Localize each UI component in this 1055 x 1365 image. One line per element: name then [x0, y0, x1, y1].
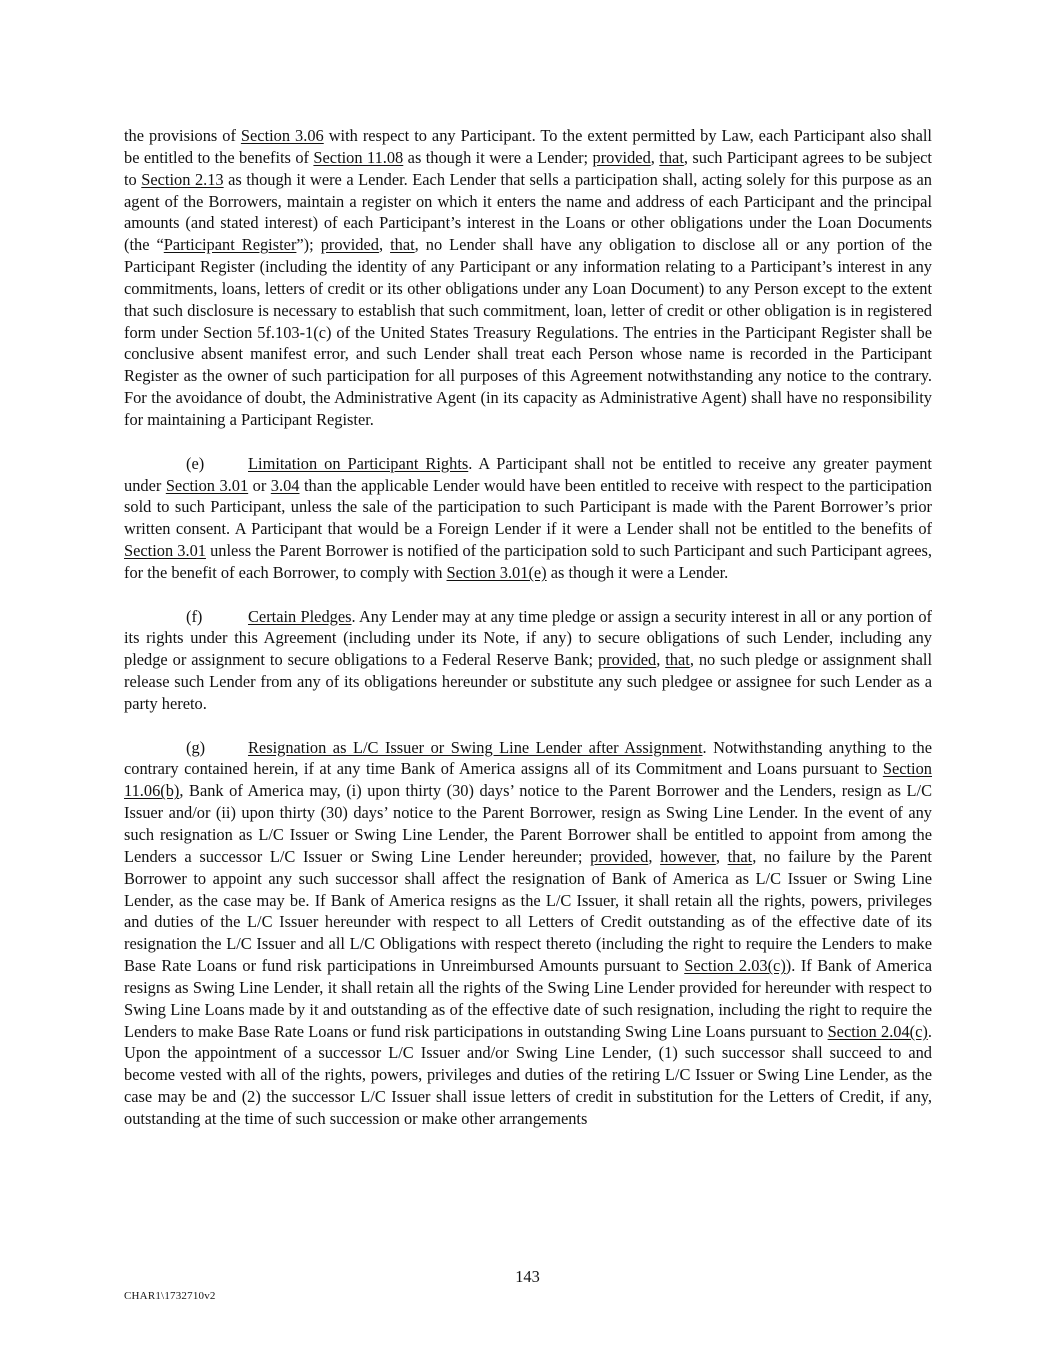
clause-heading: Resignation as L/C Issuer or Swing Line Lender after Assignment	[248, 737, 703, 757]
document-body	[124, 125, 932, 1130]
clause-heading: Limitation on Participant Rights	[248, 453, 469, 473]
section-ref: Section 3.01(e)	[446, 562, 547, 582]
paragraph-participant-register: the provisions of Section 3.06 with respect to any Participant. To the extent permitted by Law, each Participant also shall be entitled to the benefits of Section 11.08 as though it were a Lender; provided, that, such Participant agrees to be subject to Section 2.13 as though it were a Lender. Each Lender that sells a participation shall, acting solely for this purpose as an agent of the Borrowers, maintain a register on which it enters the name and address of each Participant and the principal amounts (and stated interest) of each Participant’s interest in the Loans or other obligations under the Loan Documents (the “Participant Register”); provided, that, no Lender shall have any obligation to disclose all or any portion of the Participant Register (including the identity of any Participant or any information relating to a Participant’s interest in any commitments, loans, letters of credit or its other obligations under any Loan Document) to any Person except to the extent that such disclosure is necessary to establish that such commitment, loan, letter of credit or other obligation is in registered form under Section 5f.103-1(c) of the United States Treasury Regulations. The entries in the Participant Register shall be conclusive absent manifest error, and such Lender shall treat each Person whose name is recorded in the Participant Register as the owner of such participation for all purposes of this Agreement notwithstanding any notice to the contrary. For the avoidance of doubt, the Administrative Agent (in its capacity as Administrative Agent) shall have no responsibility for maintaining a Participant Register.	[124, 126, 932, 429]
section-ref: Section 11.08	[313, 147, 404, 167]
section-ref: Section 3.01	[124, 541, 206, 561]
section-ref: Section 2.04(c)	[827, 1021, 928, 1041]
clause-label: (e)	[186, 453, 205, 473]
page-number: 143	[515, 1267, 540, 1286]
document-id: CHAR1\1732710v2	[124, 1290, 216, 1302]
section-ref: Section 11.06(b)	[124, 759, 932, 801]
paragraph-e: (e) Limitation on Participant Rights. A Participant shall not be entitled to receive any greater payment under Section 3.01 or 3.04 than the applicable Lender would have been entitled to receive with respect to the participation sold to such Participant, unless the sale of the participation to such Participant is made with the Parent Borrower’s prior written consent. A Participant that would be a Foreign Lender if it were a Lender shall not be entitled to the benefits of Section 3.01 unless the Parent Borrower is notified of the participation sold to such Participant and such Participant agrees, for the benefit of each Borrower, to comply with Section 3.01(e) as though it were a Lender.	[124, 453, 933, 582]
clause-heading: Certain Pledges	[248, 606, 352, 626]
section-ref: Section 3.01	[165, 475, 249, 495]
clause-label: (f)	[186, 606, 203, 626]
section-ref: Section 2.03(c)	[684, 956, 786, 976]
section-ref: 3.04	[270, 475, 300, 495]
section-ref: Section 3.06	[240, 126, 324, 145]
paragraph-f: (f) Certain Pledges. Any Lender may at any time pledge or assign a security interest in all or any portion of its rights under this Agreement (including under its Note, if any) to secure obligations of such Lender, including any pledge or assignment to secure obligations to a Federal Reserve Bank; provided, that, no such pledge or assignment shall release such Lender from any of its obligations hereunder or substitute any such pledgee or assignee for such Lender as a party hereto.	[124, 606, 932, 713]
section-ref: Section 2.13	[141, 169, 224, 189]
defined-term: Participant Register	[163, 235, 297, 255]
paragraph-g: (g) Resignation as L/C Issuer or Swing Line Lender after Assignment. Notwithstanding anything to the contrary contained herein, if at any time Bank of America assigns all of its Commitment and Loans pursuant to Section 11.06(b), Bank of America may, (i) upon thirty (30) days’ notice to the Parent Borrower and the Lenders, resign as L/C Issuer and/or (ii) upon thirty (30) days’ notice to the Parent Borrower, resign as Swing Line Lender. In the event of any such resignation as L/C Issuer or Swing Line Lender, the Parent Borrower shall be entitled to appoint from among the Lenders a successor L/C Issuer or Swing Line Lender hereunder; provided, however, that, no failure by the Parent Borrower to appoint any such successor shall affect the resignation of Bank of America as L/C Issuer or Swing Line Lender, as the case may be. If Bank of America resigns as the L/C Issuer, it shall retain all the rights, powers, privileges and duties of the L/C Issuer hereunder with respect to all Letters of Credit outstanding as of the effective date of its resignation the L/C Issuer and all L/C Obligations with respect thereto (including the right to require the Lenders to make Base Rate Loans or fund risk participations in Unreimbursed Amounts pursuant to Section 2.03(c)). If Bank of America resigns as Swing Line Lender, it shall retain all the rights of the Swing Line Lender provided for hereunder with respect to Swing Line Loans made by it and outstanding as of the effective date of such resignation, including the right to require the Lenders to make Base Rate Loans or fund risk participations in outstanding Swing Line Loans pursuant to Section 2.04(c). Upon the appointment of a successor L/C Issuer and/or Swing Line Lender, (1) such successor shall succeed to and become vested with all of the rights, powers, privileges and duties of the retiring L/C Issuer or Swing Line Lender, as the case may be and (2) the successor L/C Issuer shall issue letters of credit in substitution for the Letters of Credit, if any, outstanding at the time of such succession or make other arrangements	[124, 737, 933, 1128]
clause-label: (g)	[186, 737, 206, 757]
